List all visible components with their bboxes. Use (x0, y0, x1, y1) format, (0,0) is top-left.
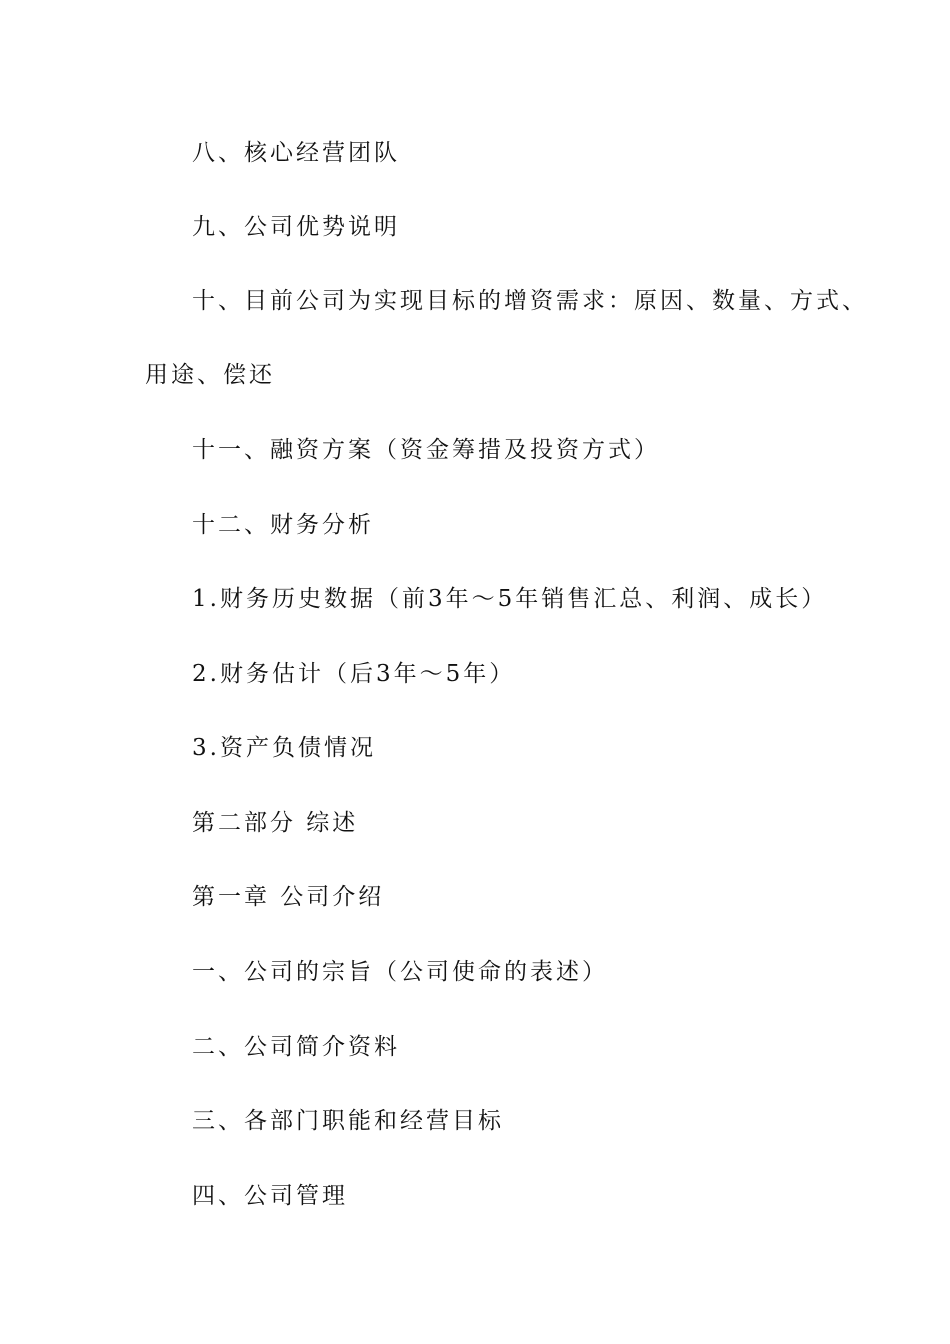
section-capital-needs: 十、目前公司为实现目标的增资需求：原因、数量、方式、 (192, 288, 868, 314)
section-company-mission: 一、公司的宗旨（公司使命的表述） (192, 959, 608, 985)
section-company-management: 四、公司管理 (192, 1183, 348, 1209)
item-financial-history: 1.财务历史数据（前3年～5年销售汇总、利润、成长） (192, 586, 828, 612)
section-company-profile: 二、公司简介资料 (192, 1034, 400, 1060)
section-core-team: 八、核心经营团队 (192, 140, 400, 166)
item-financial-forecast: 2.财务估计（后3年～5年） (192, 661, 516, 687)
section-department-functions: 三、各部门职能和经营目标 (192, 1108, 504, 1134)
section-financing-plan: 十一、融资方案（资金筹措及投资方式） (192, 437, 660, 463)
section-capital-needs-continued: 用途、偿还 (145, 362, 275, 388)
chapter-one-heading: 第一章 公司介绍 (192, 884, 385, 910)
section-company-advantages: 九、公司优势说明 (192, 214, 400, 240)
part-two-heading: 第二部分 综述 (192, 810, 359, 836)
section-financial-analysis: 十二、财务分析 (192, 512, 374, 538)
item-balance-sheet: 3.资产负债情况 (192, 735, 376, 761)
